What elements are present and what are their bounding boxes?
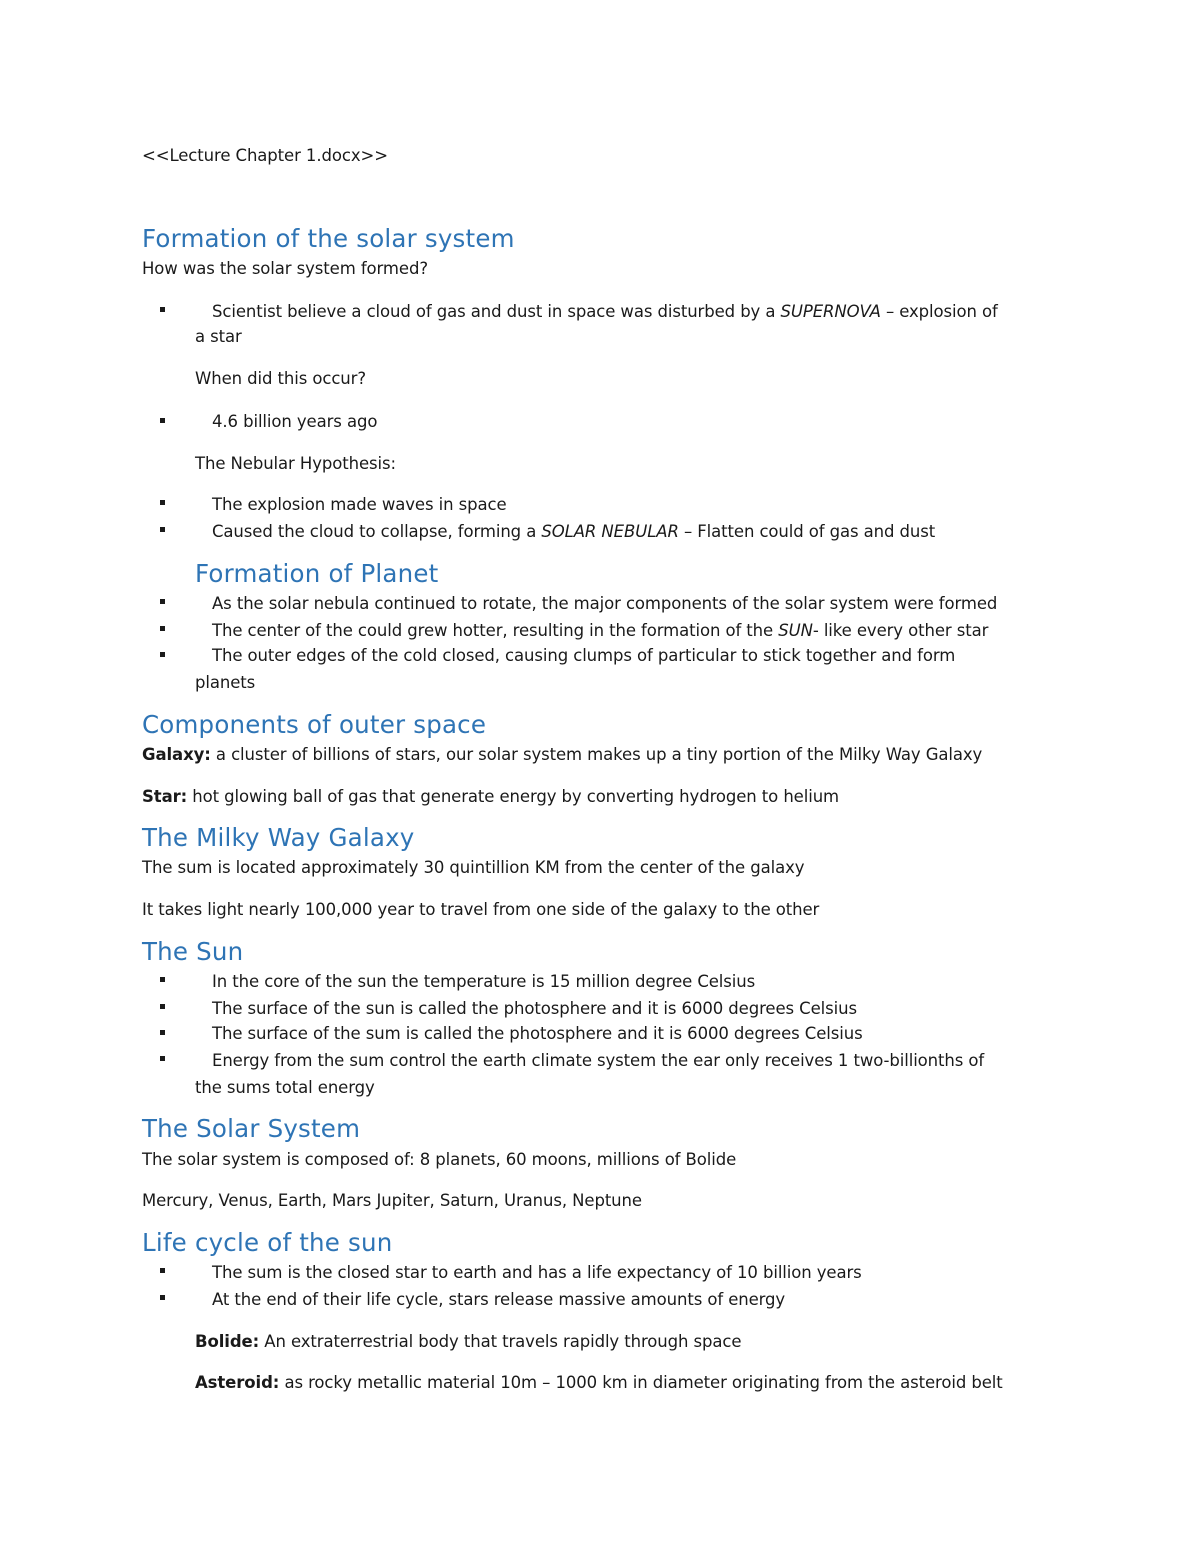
heading-solar-system: The Solar System bbox=[142, 1114, 361, 1143]
planet-bullet-3: The outer edges of the cold closed, causing clumps of particular to stick together and form bbox=[212, 646, 956, 665]
sun-bullet-3: The surface of the sum is called the photosphere and it is 6000 degrees Celsius bbox=[212, 1024, 863, 1043]
bolide-definition: Bolide: An extraterrestrial body that travels rapidly through space bbox=[195, 1332, 742, 1351]
bullet-marker bbox=[160, 307, 165, 312]
filename-line: <<Lecture Chapter 1.docx>> bbox=[142, 146, 388, 165]
milkyway-paragraph-2: It takes light nearly 100,000 year to travel from one side of the galaxy to the other bbox=[142, 900, 820, 919]
star-definition: Star: hot glowing ball of gas that generate energy by converting hydrogen to helium bbox=[142, 787, 840, 806]
nebular-bullet-1: The explosion made waves in space bbox=[212, 495, 507, 514]
bullet-marker bbox=[160, 1056, 165, 1061]
bullet-marker bbox=[160, 1030, 165, 1035]
sun-bullet-2: The surface of the sun is called the photosphere and it is 6000 degrees Celsius bbox=[212, 999, 857, 1018]
planet-bullet-3-cont: planets bbox=[195, 673, 256, 692]
heading-sun: The Sun bbox=[142, 937, 244, 966]
solar-system-paragraph-1: The solar system is composed of: 8 planets, 60 moons, millions of Bolide bbox=[142, 1150, 737, 1169]
sun-bullet-4-cont: the sums total energy bbox=[195, 1078, 375, 1097]
bullet-marker bbox=[160, 977, 165, 982]
bullet-marker bbox=[160, 1004, 165, 1009]
milkyway-paragraph-1: The sum is located approximately 30 quintillion KM from the center of the galaxy bbox=[142, 858, 805, 877]
bullet-marker bbox=[160, 418, 165, 423]
when-label: When did this occur? bbox=[195, 369, 366, 388]
bullet-marker bbox=[160, 1268, 165, 1273]
heading-lifecycle: Life cycle of the sun bbox=[142, 1228, 393, 1257]
sun-bullet-4: Energy from the sum control the earth climate system the ear only receives 1 two-billionths of bbox=[212, 1051, 985, 1070]
bullet-marker bbox=[160, 500, 165, 505]
heading-formation: Formation of the solar system bbox=[142, 224, 515, 253]
bullet-marker bbox=[160, 599, 165, 604]
formation-bullet-1: Scientist believe a cloud of gas and dust in space was disturbed by a SUPERNOVA – explosion of bbox=[212, 302, 998, 321]
bullet-marker bbox=[160, 527, 165, 532]
sun-bullet-1: In the core of the sun the temperature is 15 million degree Celsius bbox=[212, 972, 756, 991]
lifecycle-bullet-1: The sum is the closed star to earth and has a life expectancy of 10 billion years bbox=[212, 1263, 862, 1282]
formation-bullet-1-cont: a star bbox=[195, 327, 242, 346]
planet-bullet-2: The center of the could grew hotter, resulting in the formation of the SUN- like every other star bbox=[212, 621, 989, 640]
lifecycle-bullet-2: At the end of their life cycle, stars release massive amounts of energy bbox=[212, 1290, 786, 1309]
nebular-label: The Nebular Hypothesis: bbox=[195, 454, 396, 473]
bullet-marker bbox=[160, 1295, 165, 1300]
formation-question: How was the solar system formed? bbox=[142, 259, 428, 278]
heading-milkyway: The Milky Way Galaxy bbox=[142, 823, 415, 852]
heading-components: Components of outer space bbox=[142, 710, 487, 739]
solar-system-paragraph-2: Mercury, Venus, Earth, Mars Jupiter, Saturn, Uranus, Neptune bbox=[142, 1191, 642, 1210]
nebular-bullet-2: Caused the cloud to collapse, forming a SOLAR NEBULAR – Flatten could of gas and dust bbox=[212, 522, 936, 541]
galaxy-definition: Galaxy: a cluster of billions of stars, our solar system makes up a tiny portion of the Milky Way Galaxy bbox=[142, 745, 983, 764]
when-bullet: 4.6 billion years ago bbox=[212, 412, 378, 431]
bullet-marker bbox=[160, 626, 165, 631]
asteroid-definition: Asteroid: as rocky metallic material 10m – 1000 km in diameter originating from the asteroid belt bbox=[195, 1373, 1003, 1392]
bullet-marker bbox=[160, 652, 165, 657]
planet-bullet-1: As the solar nebula continued to rotate, the major components of the solar system were formed bbox=[212, 594, 998, 613]
heading-planet: Formation of Planet bbox=[195, 559, 439, 588]
